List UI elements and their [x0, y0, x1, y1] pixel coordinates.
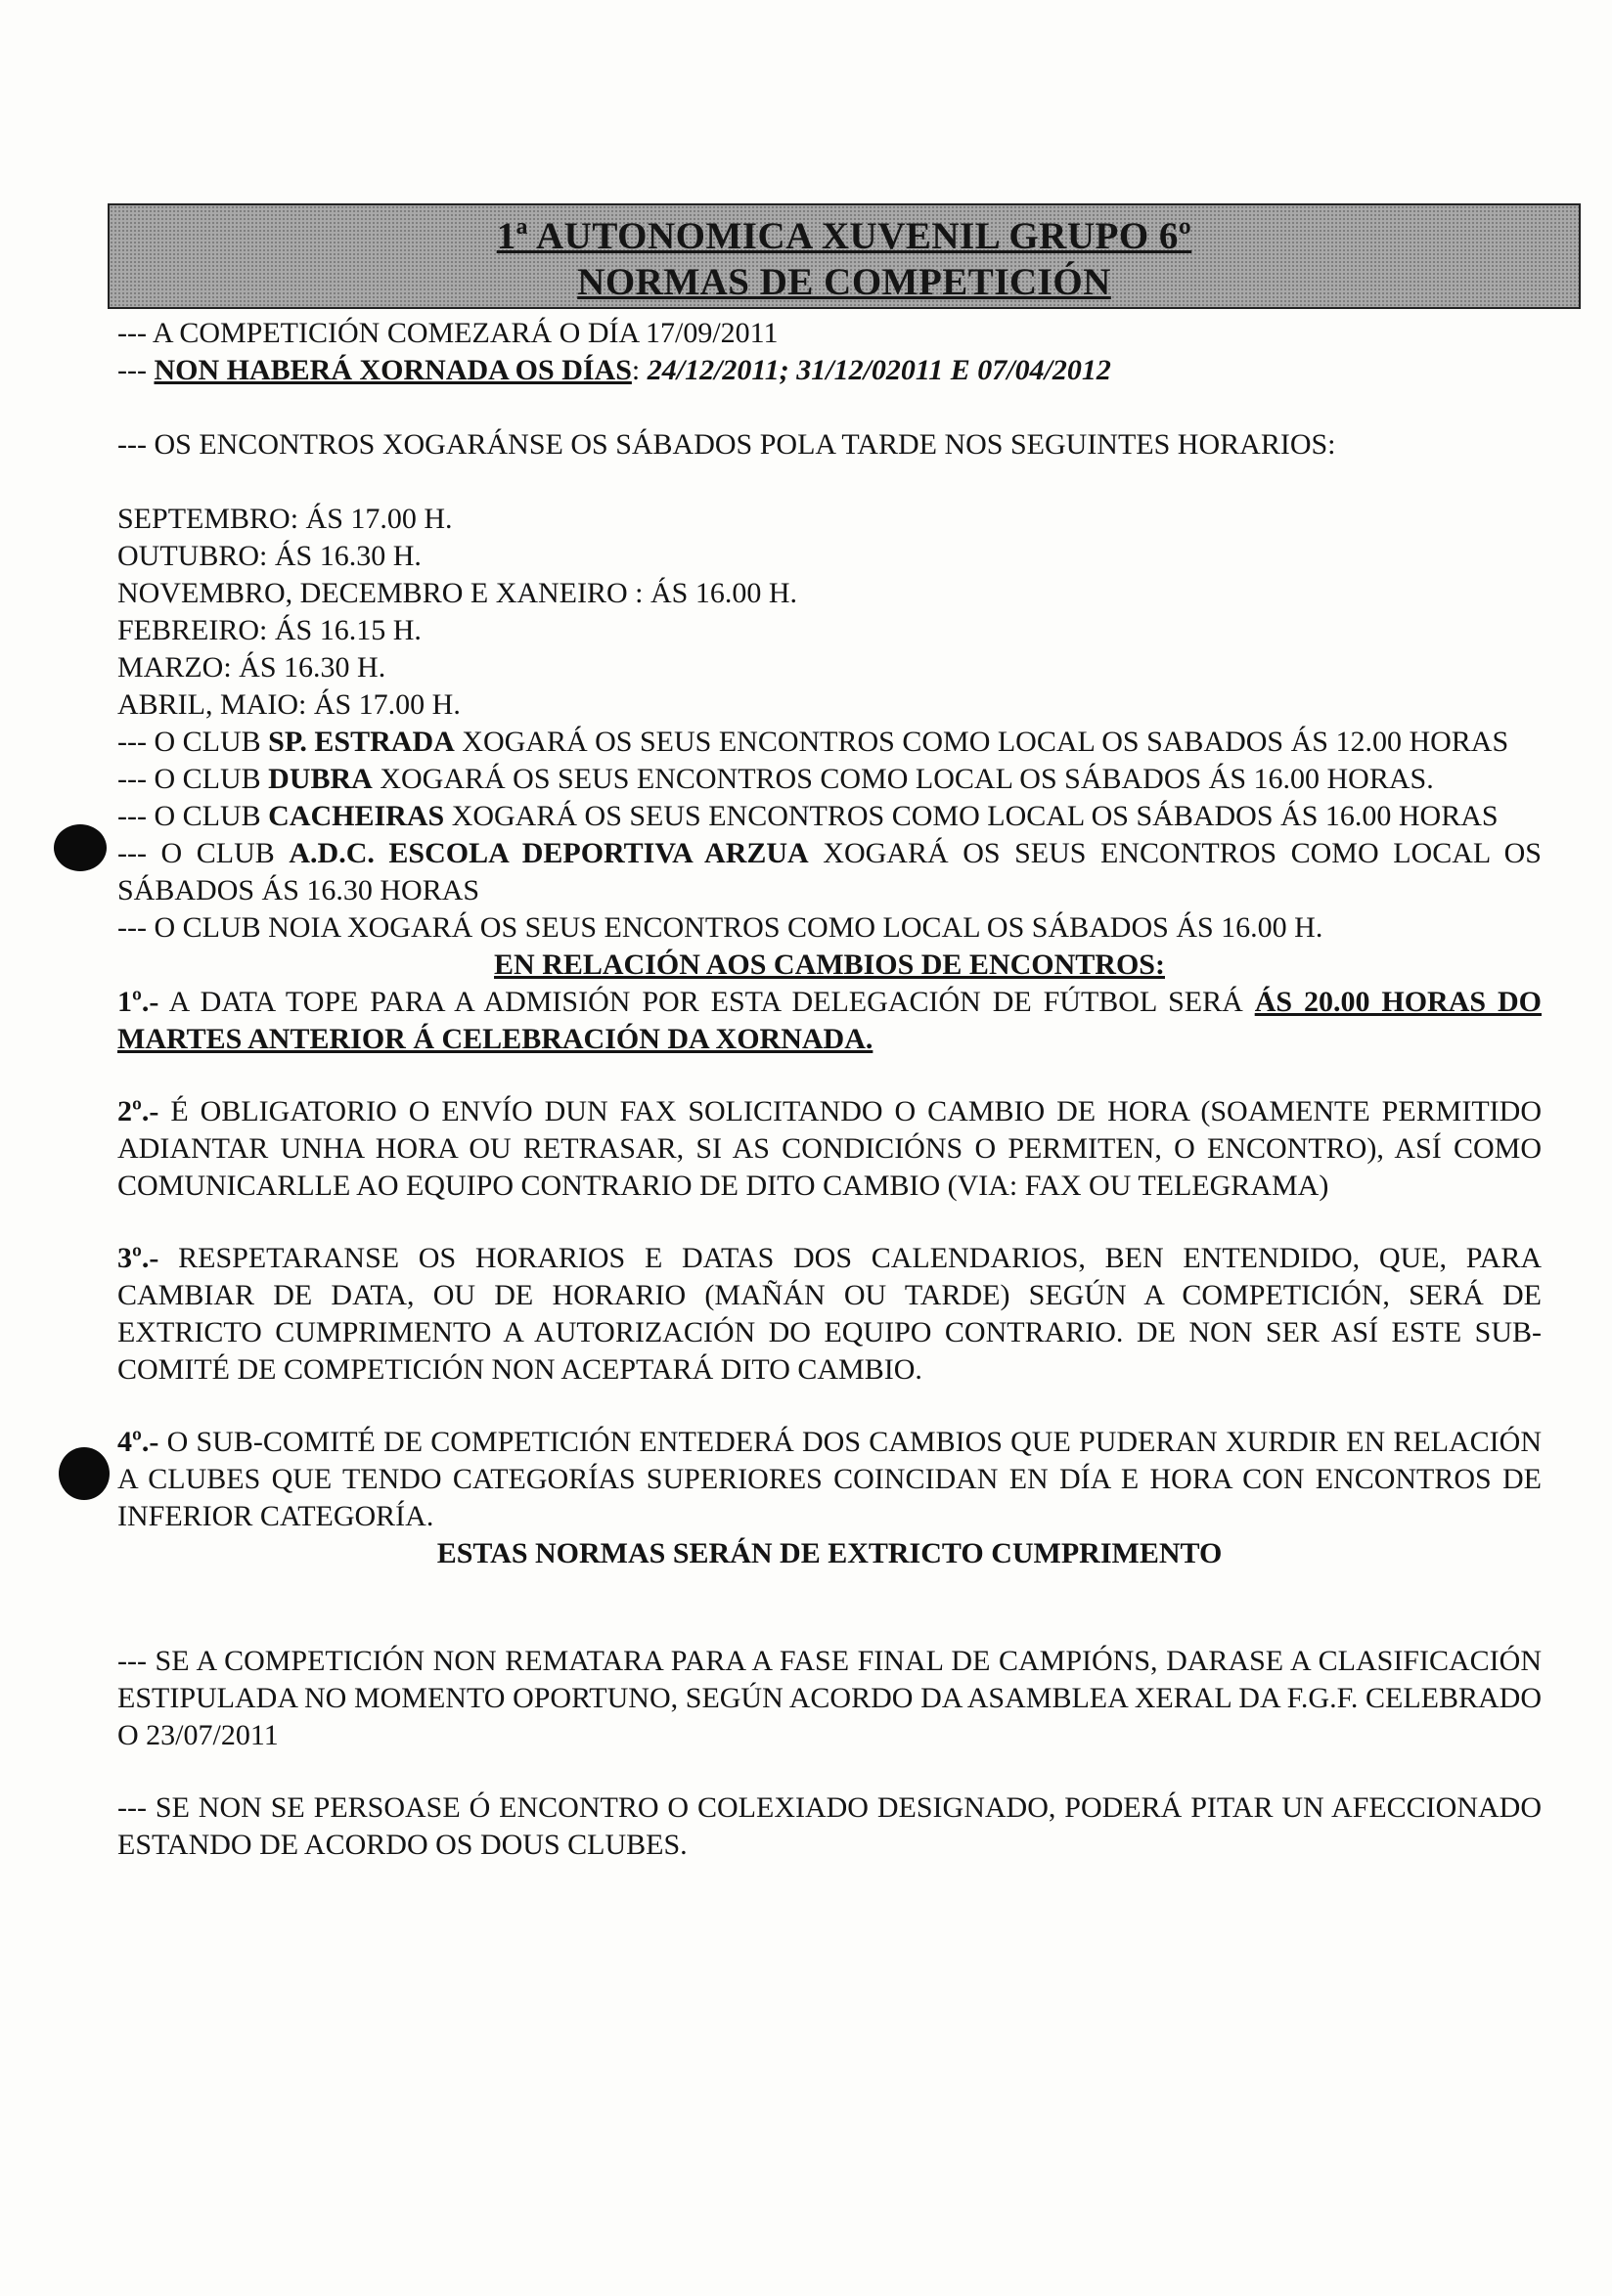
schedule-item: ABRIL, MAIO: ÁS 17.00 H.	[117, 688, 461, 721]
no-games-dates: 24/12/2011; 31/12/02011 E 07/04/2012	[647, 354, 1111, 386]
club-rule-noia: --- O CLUB NOIA XOGARÁ OS SEUS ENCONTROS COMO LOCAL OS SÁBADOS ÁS 16.00 H.	[117, 911, 1323, 944]
rule-number: 3º.-	[117, 1242, 159, 1274]
change-rule-2	[117, 1093, 1542, 1205]
change-rule-3	[117, 1240, 1542, 1389]
club-prefix: --- O CLUB	[117, 726, 269, 758]
change-rule-1	[117, 984, 1542, 1058]
rule-text: A DATA TOPE PARA A ADMISIÓN POR ESTA DELEGACIÓN DE FÚTBOL SERÁ	[158, 986, 1255, 1018]
changes-heading: EN RELACIÓN AOS CAMBIOS DE ENCONTROS:	[494, 949, 1165, 981]
change-rule-4	[117, 1424, 1542, 1535]
schedule-item: MARZO: ÁS 16.30 H.	[117, 651, 386, 684]
club-name: SP. ESTRADA	[268, 726, 455, 758]
club-prefix: --- O CLUB	[117, 763, 269, 795]
club-rule	[117, 724, 1542, 761]
schedule-item: FEBREIRO: ÁS 16.15 H.	[117, 614, 422, 646]
rule-emphasis: ÁS 20.00 HORAS DO MARTES ANTERIOR Á CELEBRACIÓN DA XORNADA.	[117, 986, 1542, 1055]
footer-rule-1: --- SE A COMPETICIÓN NON REMATARA PARA A FASE FINAL DE CAMPIÓNS, DARASE A CLASIFICACIÓN ESTIPULADA NO MOMENTO OPORTUNO, SEGÚN ACORDO DA ASAMBLEA XERAL DA F.G.F. CELEBRADO O 23/07/2011	[117, 1645, 1542, 1751]
title-line-2: NORMAS DE COMPETICIÓN	[577, 261, 1111, 303]
no-games-line	[117, 352, 1542, 389]
closing-statement: ESTAS NORMAS SERÁN DE EXTRICTO CUMPRIMENTO	[436, 1537, 1223, 1569]
no-games-colon: :	[631, 354, 648, 386]
rule-number: 1º.-	[117, 986, 159, 1018]
club-name: A.D.C. ESCOLA DEPORTIVA ARZUA	[289, 837, 809, 869]
club-text: XOGARÁ OS SEUS ENCONTROS COMO LOCAL OS SÁBADOS ÁS 16.00 HORAS	[444, 800, 1499, 832]
title-banner	[108, 203, 1581, 309]
schedule-list	[117, 501, 1542, 724]
schedule-item: OUTUBRO: ÁS 16.30 H.	[117, 540, 422, 572]
club-text: XOGARÁ OS SEUS ENCONTROS COMO LOCAL OS SÁBADOS ÁS 16.30 HORAS	[117, 837, 1542, 906]
punch-hole-mark-top	[54, 824, 107, 871]
rule-text: RESPETARANSE OS HORARIOS E DATAS DOS CALENDARIOS, BEN ENTENDIDO, QUE, PARA CAMBIAR DE DATA, OU DE HORARIO (MAÑÁN OU TARDE) SEGÚN A COMPETICIÓN, SERÁ DE EXTRICTO CUMPRIMENTO A AUTORIZACIÓN DO EQUIPO CONTRARIO. DE NON SER ASÍ ESTE SUB-COMITÉ DE COMPETICIÓN NON ACEPTARÁ DITO CAMBIO.	[117, 1242, 1542, 1386]
rule-number: 2º.-	[117, 1095, 159, 1127]
footer-rule-2: --- SE NON SE PERSOASE Ó ENCONTRO O COLEXIADO DESIGNADO, PODERÁ PITAR UN AFECCIONADO ESTANDO DE ACORDO OS DOUS CLUBES.	[117, 1791, 1542, 1861]
club-rule	[117, 835, 1542, 909]
title-line-1: 1ª AUTONOMICA XUVENIL GRUPO 6º	[496, 215, 1192, 257]
schedule-item: SEPTEMBRO: ÁS 17.00 H.	[117, 503, 453, 535]
club-prefix: --- O CLUB	[117, 800, 269, 832]
rule-text: O SUB-COMITÉ DE COMPETICIÓN ENTEDERÁ DOS CAMBIOS QUE PUDERAN XURDIR EN RELACIÓN A CLUBES QUE TENDO CATEGORÍAS SUPERIORES COINCIDAN EN DÍA E HORA CON ENCONTROS DE INFERIOR CATEGORÍA.	[117, 1426, 1542, 1532]
start-date-line: --- A COMPETICIÓN COMEZARÁ O DÍA 17/09/2011	[117, 317, 779, 349]
rule-number: 4º.-	[117, 1426, 159, 1458]
punch-hole-mark-bottom	[59, 1447, 110, 1500]
schedule-item: NOVEMBRO, DECEMBRO E XANEIRO : ÁS 16.00 H.	[117, 577, 798, 609]
club-rule	[117, 798, 1542, 835]
club-prefix: --- O CLUB	[117, 837, 290, 869]
club-name: DUBRA	[268, 763, 373, 795]
club-name: CACHEIRAS	[268, 800, 445, 832]
club-rule	[117, 761, 1542, 798]
no-games-label: NON HABERÁ XORNADA OS DÍAS	[154, 354, 632, 386]
club-text: XOGARÁ OS SEUS ENCONTROS COMO LOCAL OS SABADOS ÁS 12.00 HORAS	[454, 726, 1509, 758]
document-body	[117, 315, 1542, 1864]
schedule-intro: --- OS ENCONTROS XOGARÁNSE OS SÁBADOS POLA TARDE NOS SEGUINTES HORARIOS:	[117, 428, 1336, 461]
club-list	[117, 724, 1542, 947]
no-games-prefix: ---	[117, 354, 155, 386]
rule-text: É OBLIGATORIO O ENVÍO DUN FAX SOLICITANDO O CAMBIO DE HORA (SOAMENTE PERMITIDO ADIANTAR UNHA HORA OU RETRASAR, SI AS CONDICIÓNS O PERMITEN, O ENCONTRO), ASÍ COMO COMUNICARLLE AO EQUIPO CONTRARIO DE DITO CAMBIO (VIA: FAX OU TELEGRAMA)	[117, 1095, 1542, 1202]
club-text: XOGARÁ OS SEUS ENCONTROS COMO LOCAL OS SÁBADOS ÁS 16.00 HORAS.	[372, 763, 1434, 795]
